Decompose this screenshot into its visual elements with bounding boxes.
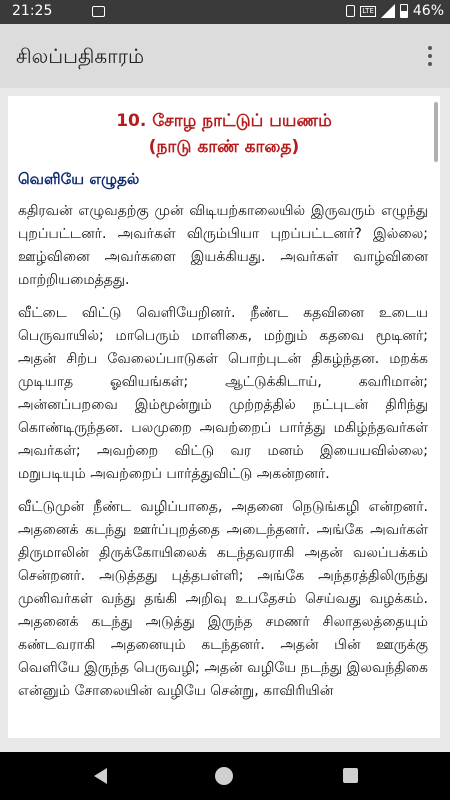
status-time: 21:25: [12, 3, 53, 19]
scrollbar[interactable]: [434, 102, 438, 162]
battery-percent: 46%: [412, 3, 444, 19]
battery-icon: [400, 4, 408, 18]
notification-icon: [92, 6, 105, 17]
recents-icon[interactable]: [343, 768, 358, 783]
app-bar: [0, 24, 450, 88]
status-icons: [346, 3, 444, 19]
overflow-menu-icon[interactable]: [424, 44, 436, 68]
signal-icon: [381, 4, 395, 18]
content-scroll-area[interactable]: [8, 96, 440, 738]
vibrate-icon: [346, 5, 355, 17]
paragraph: வீட்டை விட்டு வெளியேறினர். நீண்ட கதவினை உடைய பெருவாயில்; மாபெரும் மாளிகை, மற்றும் கதவை மூடினர்; அதன் சிற்ப வேலைப்பாடுகள் பொற்புடன் திகழ்ந்தன. மறக்க முடியாத ஓவியங்கள்; ஆட்டுக்கிடாய், கவரிமான்; அன்னப்பறவை இம்மூன்றும் முற்றத்தில் நட்புடன் திரிந்து கொண்டிருந்தன. பலமுறை அவற்றைப் பார்த்து மகிழ்ந்தவர்கள் அவர்கள்; அவற்றை விட்டு வர மனம் இயையவில்லை; மறுபடியும் அவற்றைப் பார்த்துவிட்டு அகன்றனர்.: [18, 305, 428, 482]
status-bar: [0, 0, 450, 24]
back-icon[interactable]: [94, 768, 107, 784]
chapter-title: [8, 108, 440, 160]
paragraph: வீட்டுமுன் நீண்ட வழிப்பாதை, அதனை நெடுங்கழி என்றனர். அதனைக் கடந்து ஊர்ப்புறத்தை அடைந்தனர். அங்கே அவர்கள் திருமாலின் திருக்கோயிலைக் கடந்தவராகி அதன் வலப்பக்கம் சென்றனர். அடுத்தது புத்தபள்ளி; அங்கே அந்தரத்திலிருந்து முனிவர்கள் வந்து தங்கி அறிவு உபதேசம் செய்வது வழக்கம். அதனைக் கடந்து அடுத்து இருந்த சமணர் சிலாதலத்தையும் கண்டவராகி அதனையும் கடந்தனர். அதன் பின் ஊருக்கு வெளியே இருந்த பெருவழி; அதன் வழியே நடந்து இலவந்திகை என்னும் சோலையின் வழியே சென்று, காவிரியின்: [18, 499, 428, 699]
app-title: சிலப்பதிகாரம்: [16, 44, 145, 68]
navigation-bar: [0, 752, 450, 800]
lte-icon: LTE: [362, 6, 374, 15]
section-heading: வெளியே எழுதல்: [18, 170, 140, 188]
paragraph: கதிரவன் எழுவதற்கு முன் விடியற்காலையில் இருவரும் எழுந்து புறப்பட்டனர். அவர்கள் விரும்பியா புறப்பட்டனர்? இல்லை; ஊழ்வினை அவர்களை இயக்கியது. அவர்கள் வாழ்வினை மாற்றியமைத்தது.: [18, 203, 428, 288]
chapter-title-line1: 10. சோழ நாட்டுப் பயணம்: [116, 111, 332, 131]
home-icon[interactable]: [215, 767, 233, 785]
chapter-title-line2: (நாடு காண் காதை): [148, 137, 300, 157]
